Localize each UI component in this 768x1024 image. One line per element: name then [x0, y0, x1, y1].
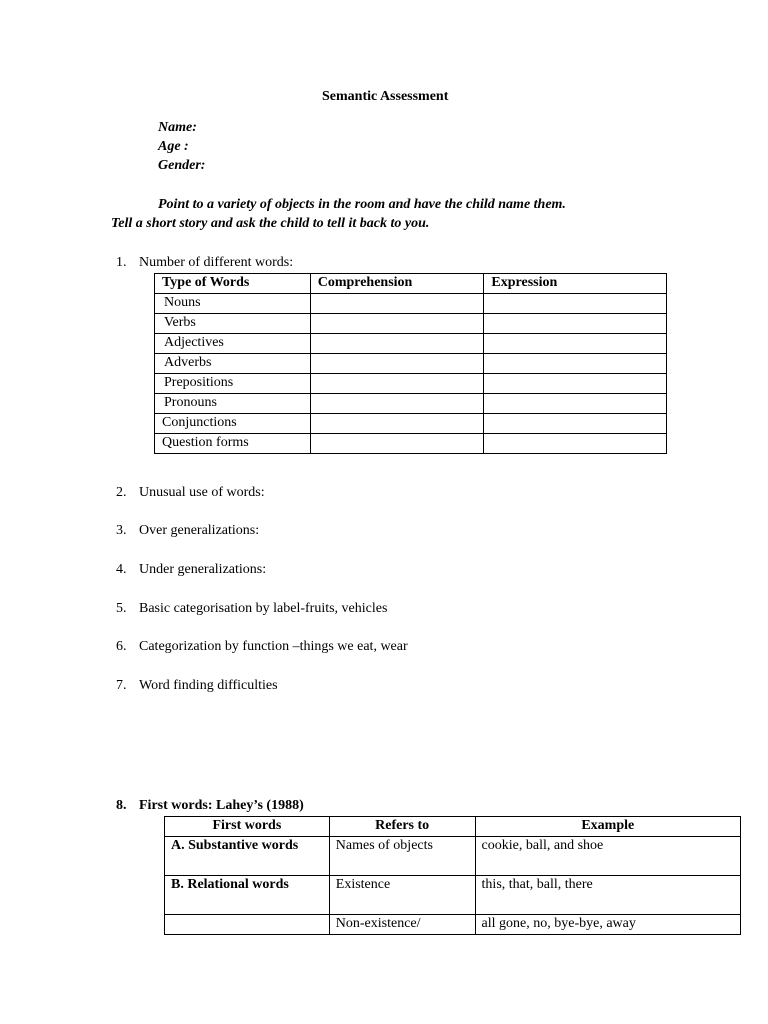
table-cell: [484, 374, 667, 394]
item-number: 4.: [116, 562, 127, 577]
item-text: Under generalizations:: [139, 562, 267, 577]
table-cell: [310, 354, 484, 374]
column-header: Comprehension: [310, 274, 484, 294]
table-cell: Pronouns: [155, 394, 311, 414]
item-number: 2.: [116, 485, 127, 500]
table-cell: [484, 354, 667, 374]
table-cell: Verbs: [155, 314, 311, 334]
first-words-table: [164, 816, 741, 935]
table-cell: cookie, ball, and shoe: [475, 837, 740, 876]
item-text: Categorization by function –things we eat, wear: [139, 639, 408, 654]
column-header: Refers to: [329, 817, 475, 837]
table-cell: [310, 294, 484, 314]
table-cell: A. Substantive words: [165, 837, 330, 876]
table-row: [155, 374, 667, 394]
table-cell: [310, 374, 484, 394]
column-header: Expression: [484, 274, 667, 294]
table-cell: Non-existence/: [329, 915, 475, 935]
table-cell: Adjectives: [155, 334, 311, 354]
table-row: [155, 314, 667, 334]
item-number: 7.: [116, 678, 127, 693]
column-header: First words: [165, 817, 330, 837]
item-text: Word finding difficulties: [139, 678, 278, 693]
table-cell: Names of objects: [329, 837, 475, 876]
instruction-line-2: Tell a short story and ask the child to tell it back to you.: [111, 216, 430, 231]
table-cell: Prepositions: [155, 374, 311, 394]
item-text: Number of different words:: [139, 255, 294, 270]
column-header: Example: [475, 817, 740, 837]
item-number: 6.: [116, 639, 127, 654]
table-row: [155, 434, 667, 454]
table-cell: [484, 314, 667, 334]
item-text: Basic categorisation by label-fruits, vehicles: [139, 601, 388, 616]
table-row: [155, 294, 667, 314]
table-cell: Conjunctions: [155, 414, 311, 434]
item-text: Over generalizations:: [139, 523, 260, 538]
table-row: [165, 837, 741, 876]
table-cell: [310, 394, 484, 414]
table-cell: [484, 394, 667, 414]
table-row: [165, 915, 741, 935]
page-title: Semantic Assessment: [322, 89, 449, 104]
table-cell: [484, 334, 667, 354]
table-cell: [484, 294, 667, 314]
table-row: [155, 334, 667, 354]
table-cell: [310, 334, 484, 354]
table-cell: [484, 414, 667, 434]
table-header-row: [155, 274, 667, 294]
name-field-label: Name:: [158, 120, 197, 135]
table-header-row: [165, 817, 741, 837]
gender-field-label: Gender:: [158, 158, 206, 173]
item-number: 3.: [116, 523, 127, 538]
table-row: [155, 354, 667, 374]
table-cell: B. Relational words: [165, 876, 330, 915]
table-cell: [310, 414, 484, 434]
table-row: [155, 394, 667, 414]
table-cell: Nouns: [155, 294, 311, 314]
table-cell: Question forms: [155, 434, 311, 454]
item-number: 1.: [116, 255, 127, 270]
table-cell: all gone, no, bye-bye, away: [475, 915, 740, 935]
item-text: Unusual use of words:: [139, 485, 265, 500]
item-number: 8.: [116, 798, 127, 813]
column-header: Type of Words: [155, 274, 311, 294]
table-cell: [165, 915, 330, 935]
table-cell: this, that, ball, there: [475, 876, 740, 915]
instruction-line-1: Point to a variety of objects in the room and have the child name them.: [158, 197, 566, 212]
age-field-label: Age :: [158, 139, 189, 154]
table-cell: Existence: [329, 876, 475, 915]
table-cell: [310, 314, 484, 334]
table-row: [165, 876, 741, 915]
table-cell: [484, 434, 667, 454]
table-cell: [310, 434, 484, 454]
item-text: First words: Lahey’s (1988): [139, 798, 304, 813]
table-cell: Adverbs: [155, 354, 311, 374]
word-types-table: [154, 273, 667, 454]
item-number: 5.: [116, 601, 127, 616]
table-row: [155, 414, 667, 434]
